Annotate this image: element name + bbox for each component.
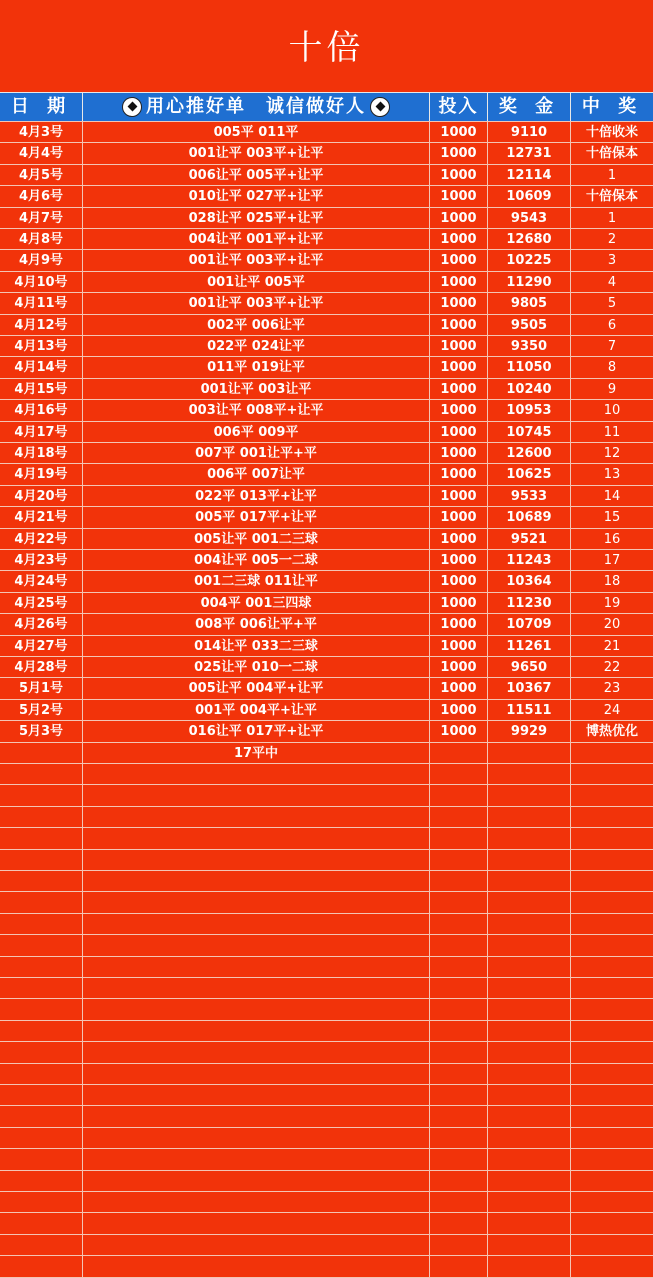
pick-cell: 010让平 027平+让平 [188,189,324,204]
pick-cell: 011平 019让平 [207,360,305,375]
hit-cell: 11 [603,425,621,440]
pick-cell: 008平 006让平+平 [195,617,317,632]
pick-cell: 001让平 005平 [207,275,305,290]
hit-cell: 18 [603,574,621,589]
pick-cell: 004让平 005一二球 [194,553,318,568]
investment-cell: 1000 [440,382,477,397]
date-cell: 4月20号 [14,489,68,504]
date-cell: 5月2号 [18,703,64,718]
hit-cell: 2 [607,232,617,247]
pick-cell: 001二三球 011让平 [194,574,318,589]
table-header [0,92,653,122]
header-prize: 奖 金 [498,96,560,117]
header-hit: 中 奖 [581,96,643,117]
row-divider [0,1041,653,1042]
pick-cell: 001让平 003平+让平 [188,146,324,161]
row-divider [0,1063,653,1064]
investment-cell: 1000 [440,360,477,375]
pick-cell: 007平 001让平+平 [195,446,317,461]
header-investment: 投入 [438,96,479,117]
investment-cell: 1000 [440,253,477,268]
date-cell: 4月12号 [14,318,68,333]
date-cell: 4月10号 [14,275,68,290]
table-row [0,507,653,528]
hit-cell: 24 [603,703,621,718]
investment-cell [430,743,487,764]
hit-cell: 十倍保本 [585,189,638,204]
date-cell: 4月4号 [18,146,64,161]
investment-cell: 1000 [440,489,477,504]
prize-cell: 9650 [510,660,548,675]
date-cell: 4月21号 [14,510,68,525]
hit-cell: 7 [607,339,617,354]
investment-cell: 1000 [440,339,477,354]
row-divider [0,1191,653,1192]
hit-cell: 10 [603,403,621,418]
pick-cell: 028让平 025平+让平 [188,211,324,226]
pick-cell: 17平中 [233,746,279,761]
row-divider [0,1234,653,1235]
row-divider [0,1127,653,1128]
date-cell: 4月24号 [14,574,68,589]
page-title: 十倍 [288,28,365,68]
prize-cell: 11050 [506,360,552,375]
table-row [0,550,653,571]
date-cell: 4月15号 [14,382,68,397]
prize-cell: 9350 [510,339,548,354]
hit-cell: 20 [603,617,621,632]
table-row [0,250,653,271]
table-row [0,400,653,421]
date-cell: 4月3号 [18,125,64,140]
investment-cell: 1000 [440,617,477,632]
prize-cell [488,743,570,764]
table-row [0,336,653,357]
table-row [0,229,653,250]
table-row [0,379,653,400]
pick-cell: 003让平 008平+让平 [188,403,324,418]
table-row [0,614,653,635]
table-row [0,678,653,699]
row-divider [0,1084,653,1085]
date-cell: 4月22号 [14,532,68,547]
prize-cell: 12114 [506,168,552,183]
table-row [0,122,653,143]
pick-cell: 025让平 010一二球 [194,660,318,675]
row-divider [0,1020,653,1021]
hit-cell: 22 [603,660,621,675]
investment-cell: 1000 [440,681,477,696]
row-divider [0,1212,653,1213]
date-cell: 4月7号 [18,211,64,226]
row-divider [0,870,653,871]
investment-cell: 1000 [440,189,477,204]
date-cell: 4月13号 [14,339,68,354]
prize-cell: 10609 [506,189,552,204]
hit-cell: 1 [607,168,617,183]
investment-cell: 1000 [440,403,477,418]
pick-cell: 006平 009平 [213,425,299,440]
soccer-ball-icon [122,97,142,117]
pick-cell: 005让平 004平+让平 [188,681,324,696]
prize-cell: 9929 [510,724,548,739]
date-cell: 4月5号 [18,168,64,183]
table-row [0,700,653,721]
prize-cell: 11261 [506,639,552,654]
prize-cell: 11511 [506,703,552,718]
investment-cell: 1000 [440,703,477,718]
hit-cell: 博热优化 [585,724,638,739]
row-divider [0,891,653,892]
date-cell [0,743,82,764]
date-cell: 4月19号 [14,467,68,482]
hit-cell: 19 [603,596,621,611]
results-table [0,121,653,1278]
investment-cell: 1000 [440,125,477,140]
hit-cell [571,743,653,764]
hit-cell: 十倍保本 [585,146,638,161]
table-row [0,315,653,336]
investment-cell: 1000 [440,510,477,525]
table-row [0,636,653,657]
pick-cell: 004平 001三四球 [200,596,312,611]
hit-cell: 21 [603,639,621,654]
investment-cell: 1000 [440,596,477,611]
header-date: 日 期 [10,96,72,117]
pick-cell: 014让平 033二三球 [194,639,318,654]
header-pick [83,93,429,121]
hit-cell: 12 [603,446,621,461]
investment-cell: 1000 [440,446,477,461]
date-cell: 4月16号 [14,403,68,418]
date-cell: 4月11号 [14,296,68,311]
table-row [0,529,653,550]
table-row [0,208,653,229]
hit-cell: 5 [607,296,617,311]
date-cell: 4月8号 [18,232,64,247]
investment-cell: 1000 [440,553,477,568]
investment-cell: 1000 [440,425,477,440]
investment-cell: 1000 [440,146,477,161]
prize-cell: 11290 [506,275,552,290]
investment-cell: 1000 [440,532,477,547]
date-cell: 4月17号 [14,425,68,440]
prize-cell: 9533 [510,489,548,504]
prize-cell: 10225 [506,253,552,268]
row-divider [0,1105,653,1106]
date-cell: 4月25号 [14,596,68,611]
table-row [0,571,653,592]
hit-cell: 8 [607,360,617,375]
prize-cell: 12731 [506,146,552,161]
investment-cell: 1000 [440,211,477,226]
pick-cell: 006平 007让平 [207,467,305,482]
prize-cell: 11230 [506,596,552,611]
pick-cell: 005让平 001二三球 [194,532,318,547]
prize-cell: 10689 [506,510,552,525]
investment-cell: 1000 [440,724,477,739]
pick-cell: 004让平 001平+让平 [188,232,324,247]
hit-cell: 9 [607,382,617,397]
prize-cell: 10953 [506,403,552,418]
table-row [0,443,653,464]
row-divider [0,977,653,978]
row-divider [0,806,653,807]
hit-cell: 1 [607,211,617,226]
pick-cell: 001平 004平+让平 [195,703,317,718]
pick-cell: 002平 006让平 [207,318,305,333]
prize-cell: 9505 [510,318,548,333]
pick-cell: 016让平 017平+让平 [188,724,324,739]
pick-cell: 022平 024让平 [207,339,305,354]
investment-cell: 1000 [440,296,477,311]
pick-cell: 001让平 003平+让平 [188,296,324,311]
hit-cell: 15 [603,510,621,525]
date-cell: 5月3号 [18,724,64,739]
prize-cell: 9543 [510,211,548,226]
row-divider [0,1148,653,1149]
table-row [0,357,653,378]
pick-cell: 001让平 003让平 [200,382,312,397]
investment-cell: 1000 [440,318,477,333]
hit-cell: 6 [607,318,617,333]
table-row [0,464,653,485]
row-divider [0,784,653,785]
hit-cell: 14 [603,489,621,504]
pick-cell: 022平 013平+让平 [195,489,317,504]
row-divider [0,849,653,850]
table-row [0,272,653,293]
prize-cell: 10367 [506,681,552,696]
prize-cell: 10709 [506,617,552,632]
investment-cell: 1000 [440,232,477,247]
date-cell: 4月28号 [14,660,68,675]
table-row [0,422,653,443]
header-pick-label: 用心推好单 诚信做好人 [146,96,366,117]
investment-cell: 1000 [440,275,477,290]
prize-cell: 9521 [510,532,548,547]
date-cell: 4月26号 [14,617,68,632]
prize-cell: 10625 [506,467,552,482]
row-divider [0,998,653,999]
row-divider [0,1255,653,1256]
hit-cell: 23 [603,681,621,696]
date-cell: 4月27号 [14,639,68,654]
investment-cell: 1000 [440,639,477,654]
pick-cell: 005平 011平 [213,125,299,140]
table-row [0,721,653,742]
prize-cell: 12600 [506,446,552,461]
soccer-ball-icon [370,97,390,117]
table-row [0,486,653,507]
table-row [0,743,653,764]
investment-cell: 1000 [440,168,477,183]
date-cell: 4月14号 [14,360,68,375]
prize-cell: 9805 [510,296,548,311]
prize-cell: 10745 [506,425,552,440]
investment-cell: 1000 [440,574,477,589]
date-cell: 4月9号 [18,253,64,268]
table-row [0,143,653,164]
pick-cell: 005平 017平+让平 [195,510,317,525]
hit-cell: 16 [603,532,621,547]
date-cell: 4月23号 [14,553,68,568]
prize-cell: 10240 [506,382,552,397]
investment-cell: 1000 [440,660,477,675]
hit-cell: 十倍收米 [585,125,638,140]
date-cell: 4月18号 [14,446,68,461]
hit-cell: 13 [603,467,621,482]
hit-cell: 3 [607,253,617,268]
prize-cell: 9110 [510,125,548,140]
pick-cell: 006让平 005平+让平 [188,168,324,183]
row-divider [0,956,653,957]
pick-cell: 001让平 003平+让平 [188,253,324,268]
row-divider [0,913,653,914]
prize-cell: 12680 [506,232,552,247]
table-row [0,293,653,314]
table-row [0,165,653,186]
hit-cell: 4 [607,275,617,290]
date-cell: 5月1号 [18,681,64,696]
row-divider [0,827,653,828]
prize-cell: 11243 [506,553,552,568]
hit-cell: 17 [603,553,621,568]
date-cell: 4月6号 [18,189,64,204]
row-divider [0,934,653,935]
investment-cell: 1000 [440,467,477,482]
row-divider [0,1170,653,1171]
prize-cell: 10364 [506,574,552,589]
table-row [0,593,653,614]
table-row [0,186,653,207]
table-row [0,657,653,678]
